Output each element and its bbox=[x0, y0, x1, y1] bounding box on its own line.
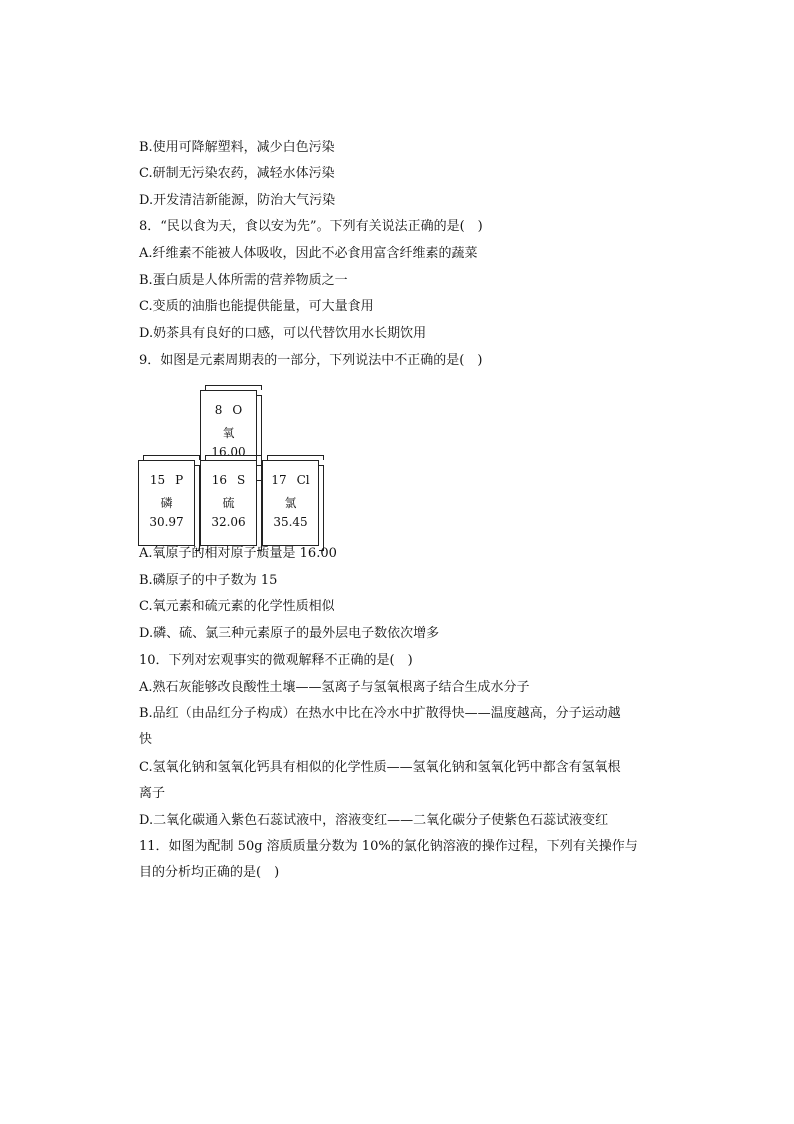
question-10-stem: 10．下列对宏观事实的微观解释不正确的是( ) bbox=[139, 653, 413, 668]
element-symbol: S bbox=[237, 473, 246, 487]
question-8-stem: 8．“民以食为天，食以安为先”。下列有关说法正确的是( ) bbox=[139, 219, 483, 234]
question-9-option-a: A.氧原子的相对原子质量是 16.00 bbox=[139, 546, 337, 561]
element-name: 氯 bbox=[284, 496, 297, 510]
atomic-mass: 30.97 bbox=[149, 515, 184, 529]
question-10-option-c: C.氢氧化钠和氢氧化钙具有相似的化学性质——氢氧化钠和氢氧化钙中都含有氢氧根 bbox=[139, 760, 621, 775]
question-9-option-c: C.氧元素和硫元素的化学性质相似 bbox=[139, 599, 335, 614]
atomic-mass: 16.00 bbox=[211, 445, 246, 459]
option-d-energy: D.开发清洁新能源，防治大气污染 bbox=[139, 193, 336, 208]
question-9-option-b: B.磷原子的中子数为 15 bbox=[139, 573, 278, 588]
question-10-option-d: D.二氧化碳通入紫色石蕊试液中，溶液变红——二氧化碳分子使紫色石蕊试液变红 bbox=[139, 813, 609, 828]
question-10-option-a: A.熟石灰能够改良酸性土壤——氢离子与氢氧根离子结合生成水分子 bbox=[139, 680, 530, 695]
question-10-option-b-cont: 快 bbox=[139, 732, 153, 747]
atomic-number: 15 bbox=[149, 473, 166, 487]
element-name: 硫 bbox=[222, 496, 235, 510]
question-11-stem-cont: 目的分析均正确的是( ) bbox=[139, 865, 280, 880]
element-cell-phosphorus bbox=[138, 460, 195, 546]
element-name: 氧 bbox=[222, 426, 235, 440]
question-9-stem: 9．如图是元素周期表的一部分，下列说法中不正确的是( ) bbox=[139, 353, 483, 368]
element-symbol: P bbox=[175, 473, 184, 487]
question-10-option-c-cont: 离子 bbox=[139, 786, 166, 801]
atomic-mass: 32.06 bbox=[211, 515, 246, 529]
question-8-option-d: D.奶茶具有良好的口感，可以代替饮用水长期饮用 bbox=[139, 326, 427, 341]
element-cell-sulfur bbox=[200, 460, 257, 546]
element-name: 磷 bbox=[160, 496, 173, 510]
atomic-number: 16 bbox=[211, 473, 228, 487]
element-symbol: Cl bbox=[296, 473, 310, 487]
question-8-option-a: A.纤维素不能被人体吸收，因此不必食用富含纤维素的蔬菜 bbox=[139, 246, 478, 261]
question-8-option-b: B.蛋白质是人体所需的营养物质之一 bbox=[139, 273, 348, 288]
element-symbol: O bbox=[232, 403, 243, 417]
question-9-option-d: D.磷、硫、氯三种元素原子的最外层电子数依次增多 bbox=[139, 626, 440, 641]
question-10-option-b: B.品红（由品红分子构成）在热水中比在冷水中扩散得快——温度越高，分子运动越 bbox=[139, 706, 621, 721]
atomic-number: 8 bbox=[214, 403, 223, 417]
option-b-plastic: B.使用可降解塑料，减少白色污染 bbox=[139, 140, 335, 155]
option-c-pesticide: C.研制无污染农药，减轻水体污染 bbox=[139, 166, 335, 181]
atomic-number: 17 bbox=[271, 473, 287, 487]
question-11-stem: 11．如图为配制 50g 溶质质量分数为 10%的氯化钠溶液的操作过程，下列有关操作与 bbox=[139, 839, 638, 854]
atomic-mass: 35.45 bbox=[273, 515, 308, 529]
element-cell-chlorine bbox=[262, 460, 319, 546]
question-8-option-c: C.变质的油脂也能提供能量，可大量食用 bbox=[139, 299, 374, 314]
